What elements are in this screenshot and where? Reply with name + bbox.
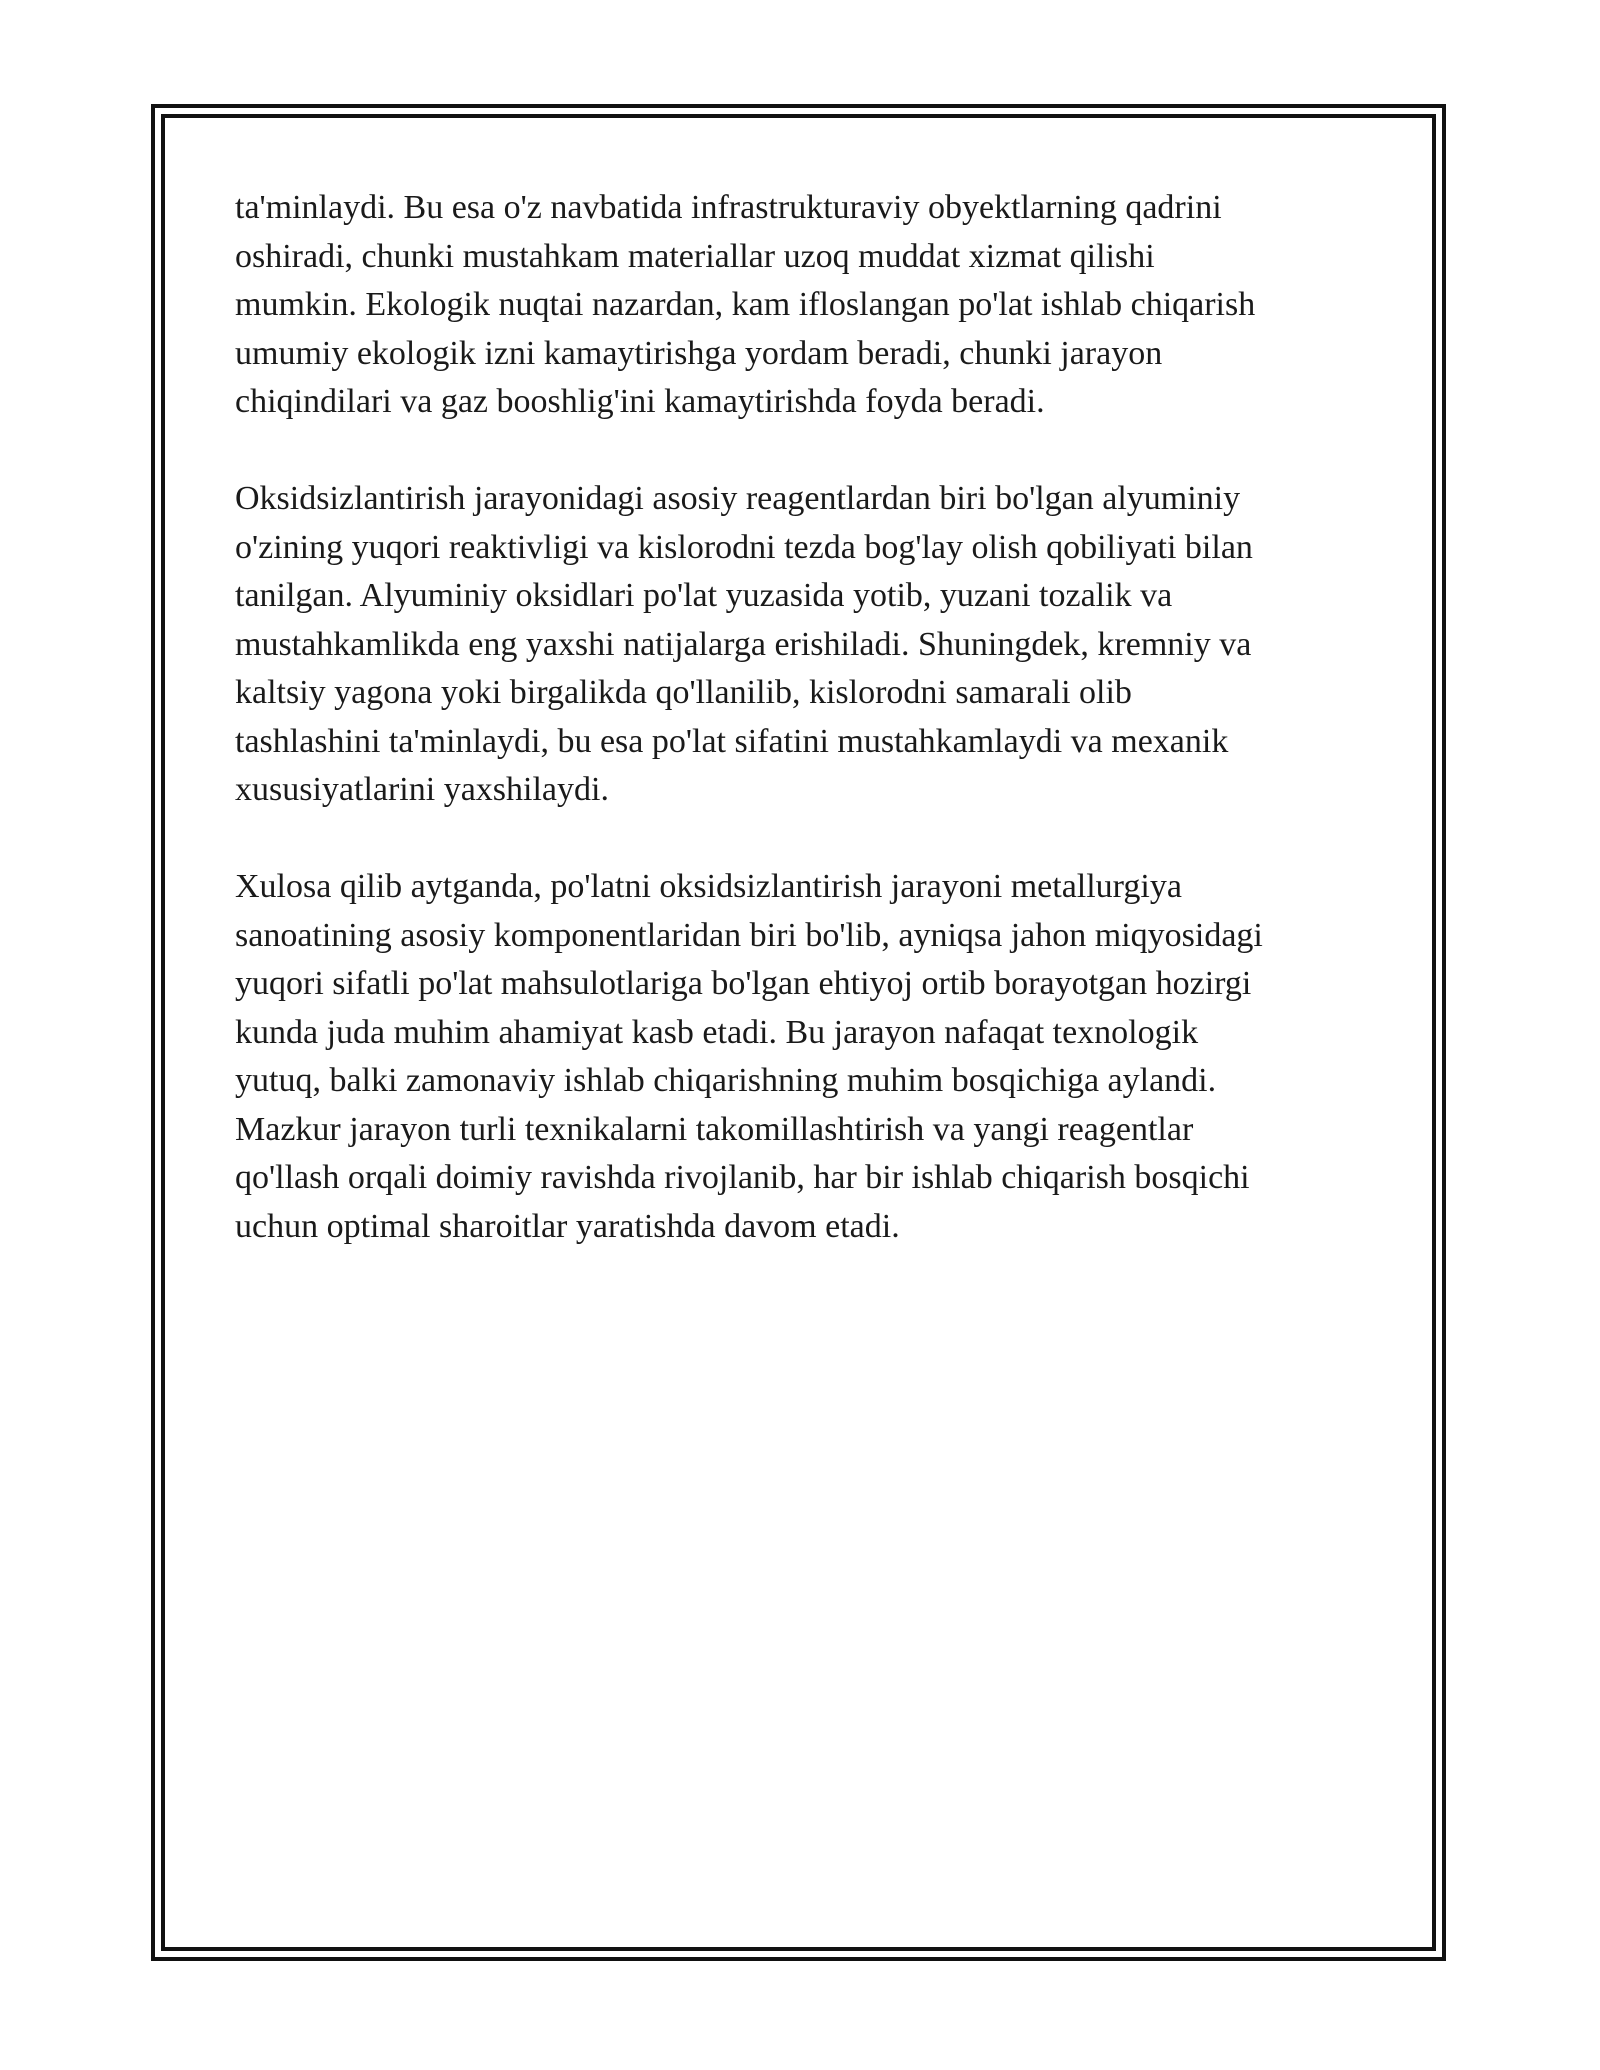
text-line: o'zining yuqori reaktivligi va kislorodni tezda bog'lay olish qobiliyati bilan	[235, 528, 1253, 566]
text-line: uchun optimal sharoitlar yaratishda davom etadi.	[235, 1207, 900, 1245]
text-line: kunda juda muhim ahamiyat kasb etadi. Bu jarayon nafaqat texnologik	[235, 1013, 1199, 1051]
text-line: mumkin. Ekologik nuqtai nazardan, kam ifloslangan po'lat ishlab chiqarish	[235, 286, 1256, 323]
text-line: Xulosa qilib aytganda, po'latni oksidsizlantirish jarayoni metallurgiya	[235, 868, 1182, 905]
paragraph-2	[235, 475, 1375, 815]
text-line: ta'minlaydi. Bu esa o'z navbatida infrastrukturaviy obyektlarning qadrini	[235, 189, 1222, 226]
document-body	[235, 184, 1375, 1300]
paragraph-3	[235, 863, 1375, 1251]
text-line: mustahkamlikda eng yaxshi natijalarga erishiladi. Shuningdek, kremniy va	[235, 625, 1252, 663]
text-line: sanoatining asosiy komponentlaridan biri bo'lib, ayniqsa jahon miqyosidagi	[235, 916, 1263, 954]
text-line: tashlashini ta'minlaydi, bu esa po'lat sifatini mustahkamlaydi va mexanik	[235, 722, 1229, 760]
text-line: oshiradi, chunki mustahkam materiallar uzoq muddat xizmat qilishi	[235, 237, 1155, 275]
paragraph-1	[235, 184, 1375, 427]
text-line: chiqindilari va gaz booshlig'ini kamaytirishda foyda beradi.	[235, 383, 1045, 420]
text-line: tanilgan. Alyuminiy oksidlari po'lat yuzasida yotib, yuzani tozalik va	[235, 577, 1173, 614]
text-line: yuqori sifatli po'lat mahsulotlariga bo'lgan ehtiyoj ortib borayotgan hozirgi	[235, 965, 1252, 1002]
text-line: Oksidsizlantirish jarayonidagi asosiy reagentlardan biri bo'lgan alyuminiy	[235, 480, 1241, 517]
text-line: kaltsiy yagona yoki birgalikda qo'llanilib, kislorodni samarali olib	[235, 674, 1132, 711]
text-line: yutuq, balki zamonaviy ishlab chiqarishning muhim bosqichiga aylandi.	[235, 1062, 1217, 1099]
text-line: xususiyatlarini yaxshilaydi.	[235, 771, 609, 808]
text-line: Mazkur jarayon turli texnikalarni takomillashtirish va yangi reagentlar	[235, 1110, 1194, 1148]
text-line: qo'llash orqali doimiy ravishda rivojlanib, har bir ishlab chiqarish bosqichi	[235, 1159, 1250, 1196]
text-line: umumiy ekologik izni kamaytirishga yordam beradi, chunki jarayon	[235, 334, 1163, 372]
